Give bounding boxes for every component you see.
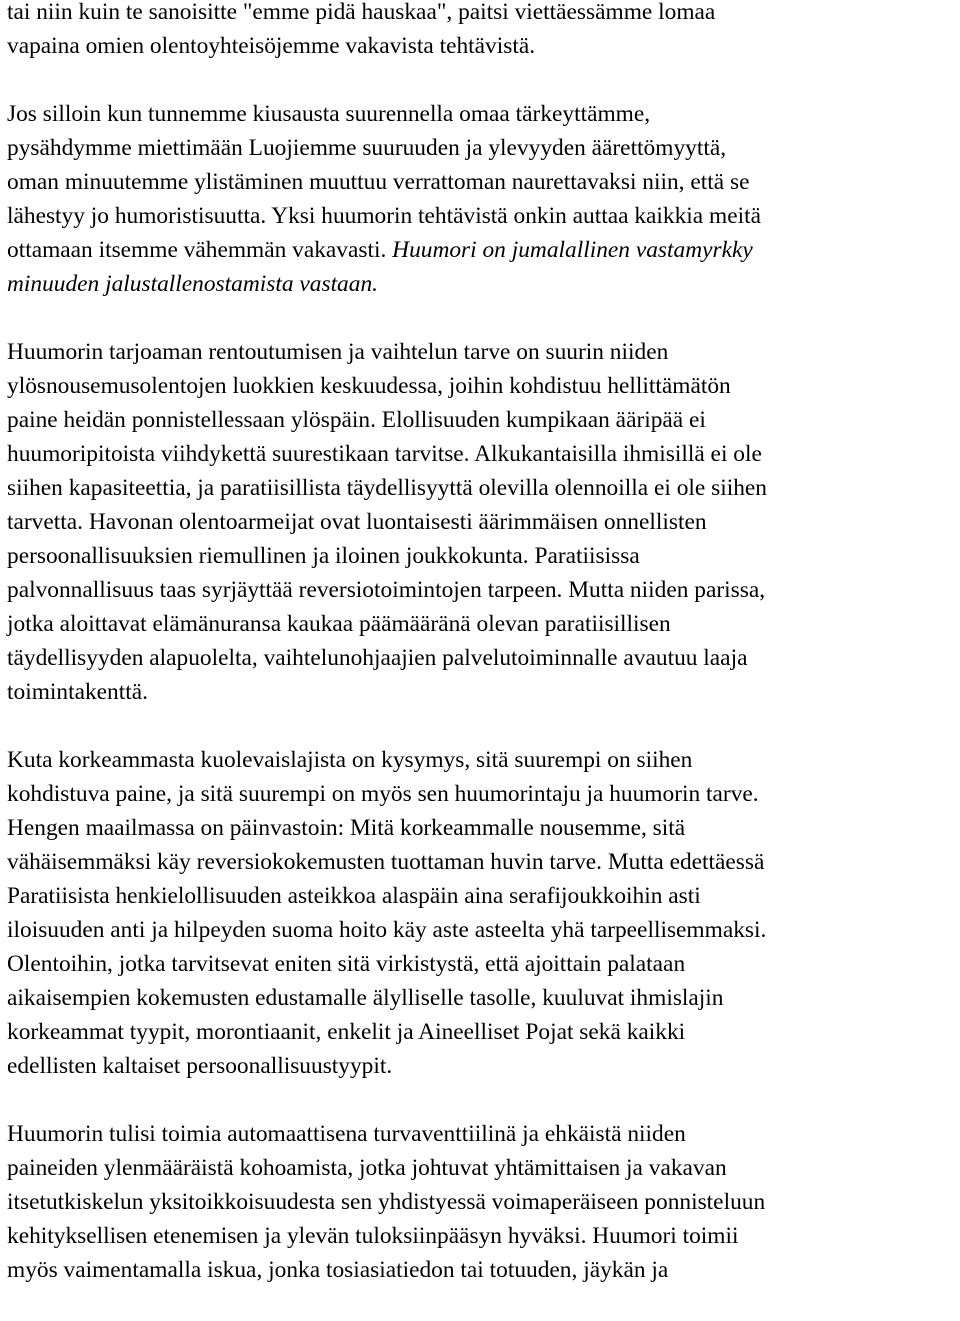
text-line: aikaisempien kokemusten edustamalle älylliselle tasolle, kuuluvat ihmislajin — [7, 985, 724, 1011]
text-line: jotka aloittavat elämänuransa kaukaa päämääränä olevan paratiisillisen — [7, 611, 671, 637]
text-line: ylösnousemusolentojen luokkien keskuudessa, joihin kohdistuu hellittämätön — [7, 373, 731, 399]
text-line: kohdistuva paine, ja sitä suurempi on myös sen huumorintaju ja huumorin tarve. — [7, 781, 759, 807]
text-line: palvonnallisuus taas syrjäyttää reversiotoimintojen tarpeen. Mutta niiden parissa, — [7, 577, 766, 603]
italic-segment: Huumori on jumalallinen vastamyrkky — [392, 237, 753, 263]
text-segment: ottamaan itsemme vähemmän vakavasti. — [7, 237, 393, 263]
text-line: oman minuutemme ylistäminen muuttuu verrattoman naurettavaksi niin, että se — [7, 169, 750, 195]
text-line: tarvetta. Havonan olentoarmeijat ovat luontaisesti äärimmäisen onnellisten — [7, 509, 707, 535]
paragraph-5 — [7, 1117, 960, 1287]
text-line: täydellisyyden alapuolelta, vaihtelunohjaajien palvelutoiminnalle avautuu laaja — [7, 645, 748, 671]
paragraph-1 — [7, 0, 960, 63]
text-line: vapaina omien olentoyhteisöjemme vakavista tehtävistä. — [7, 33, 536, 59]
text-line: pysähdymme miettimään Luojiemme suuruuden ja ylevyyden äärettömyyttä, — [7, 135, 727, 161]
text-line: lähestyy jo humoristisuutta. Yksi huumorin tehtävistä onkin auttaa kaikkia meitä — [7, 203, 761, 229]
text-line: Olentoihin, jotka tarvitsevat eniten sitä virkistystä, että ajoittain palataan — [7, 951, 686, 977]
text-line — [7, 233, 960, 267]
paragraph-4 — [7, 743, 960, 1083]
text-line: paineiden ylenmääräistä kohoamista, jotka johtuvat yhtämittaisen ja vakavan — [7, 1155, 727, 1181]
text-line: kehityksellisen etenemisen ja ylevän tuloksiinpääsyn hyväksi. Huumori toimii — [7, 1223, 739, 1249]
text-line: iloisuuden anti ja hilpeyden suoma hoito käy aste asteelta yhä tarpeellisemmaksi. — [7, 917, 767, 943]
text-line: paine heidän ponnistellessaan ylöspäin. Elollisuuden kumpikaan ääripää ei — [7, 407, 706, 433]
text-line: Hengen maailmassa on päinvastoin: Mitä korkeammalle nousemme, sitä — [7, 815, 686, 841]
text-line: Huumorin tulisi toimia automaattisena turvaventtiilinä ja ehkäistä niiden — [7, 1121, 686, 1147]
text-line: korkeammat tyypit, morontiaanit, enkelit ja Aineelliset Pojat sekä kaikki — [7, 1019, 686, 1045]
text-line: toimintakenttä. — [7, 679, 148, 705]
text-line: Kuta korkeammasta kuolevaislajista on kysymys, sitä suurempi on siihen — [7, 747, 693, 773]
text-line: siihen kapasiteettia, ja paratiisillista täydellisyyttä olevilla olennoilla ei ole siihen — [7, 475, 767, 501]
italic-line: minuuden jalustallenostamista vastaan. — [7, 271, 378, 297]
text-line: edellisten kaltaiset persoonallisuustyypit. — [7, 1053, 393, 1079]
text-line: persoonallisuuksien riemullinen ja iloinen joukkokunta. Paratiisissa — [7, 543, 640, 569]
text-line: Jos silloin kun tunnemme kiusausta suurennella omaa tärkeyttämme, — [7, 101, 651, 127]
text-line: myös vaimentamalla iskua, jonka tosiasiatiedon tai totuuden, jäykän ja — [7, 1257, 669, 1283]
text-line: Paratiisista henkielollisuuden asteikkoa alaspäin aina serafijoukkoihin asti — [7, 883, 701, 909]
text-line: itsetutkiskelun yksitoikkoisuudesta sen yhdistyessä voimaperäiseen ponnisteluun — [7, 1189, 766, 1215]
text-line: Huumorin tarjoaman rentoutumisen ja vaihtelun tarve on suurin niiden — [7, 339, 669, 365]
text-line: tai niin kuin te sanoisitte "emme pidä hauskaa", paitsi viettäessämme lomaa — [7, 0, 716, 25]
text-line: vähäisemmäksi käy reversiokokemusten tuottaman huvin tarve. Mutta edettäessä — [7, 849, 765, 875]
document-body — [7, 0, 960, 1321]
paragraph-3 — [7, 335, 960, 709]
paragraph-2 — [7, 97, 960, 301]
text-line: huumoripitoista viihdykettä suurestikaan tarvitse. Alkukantaisilla ihmisillä ei ole — [7, 441, 762, 467]
